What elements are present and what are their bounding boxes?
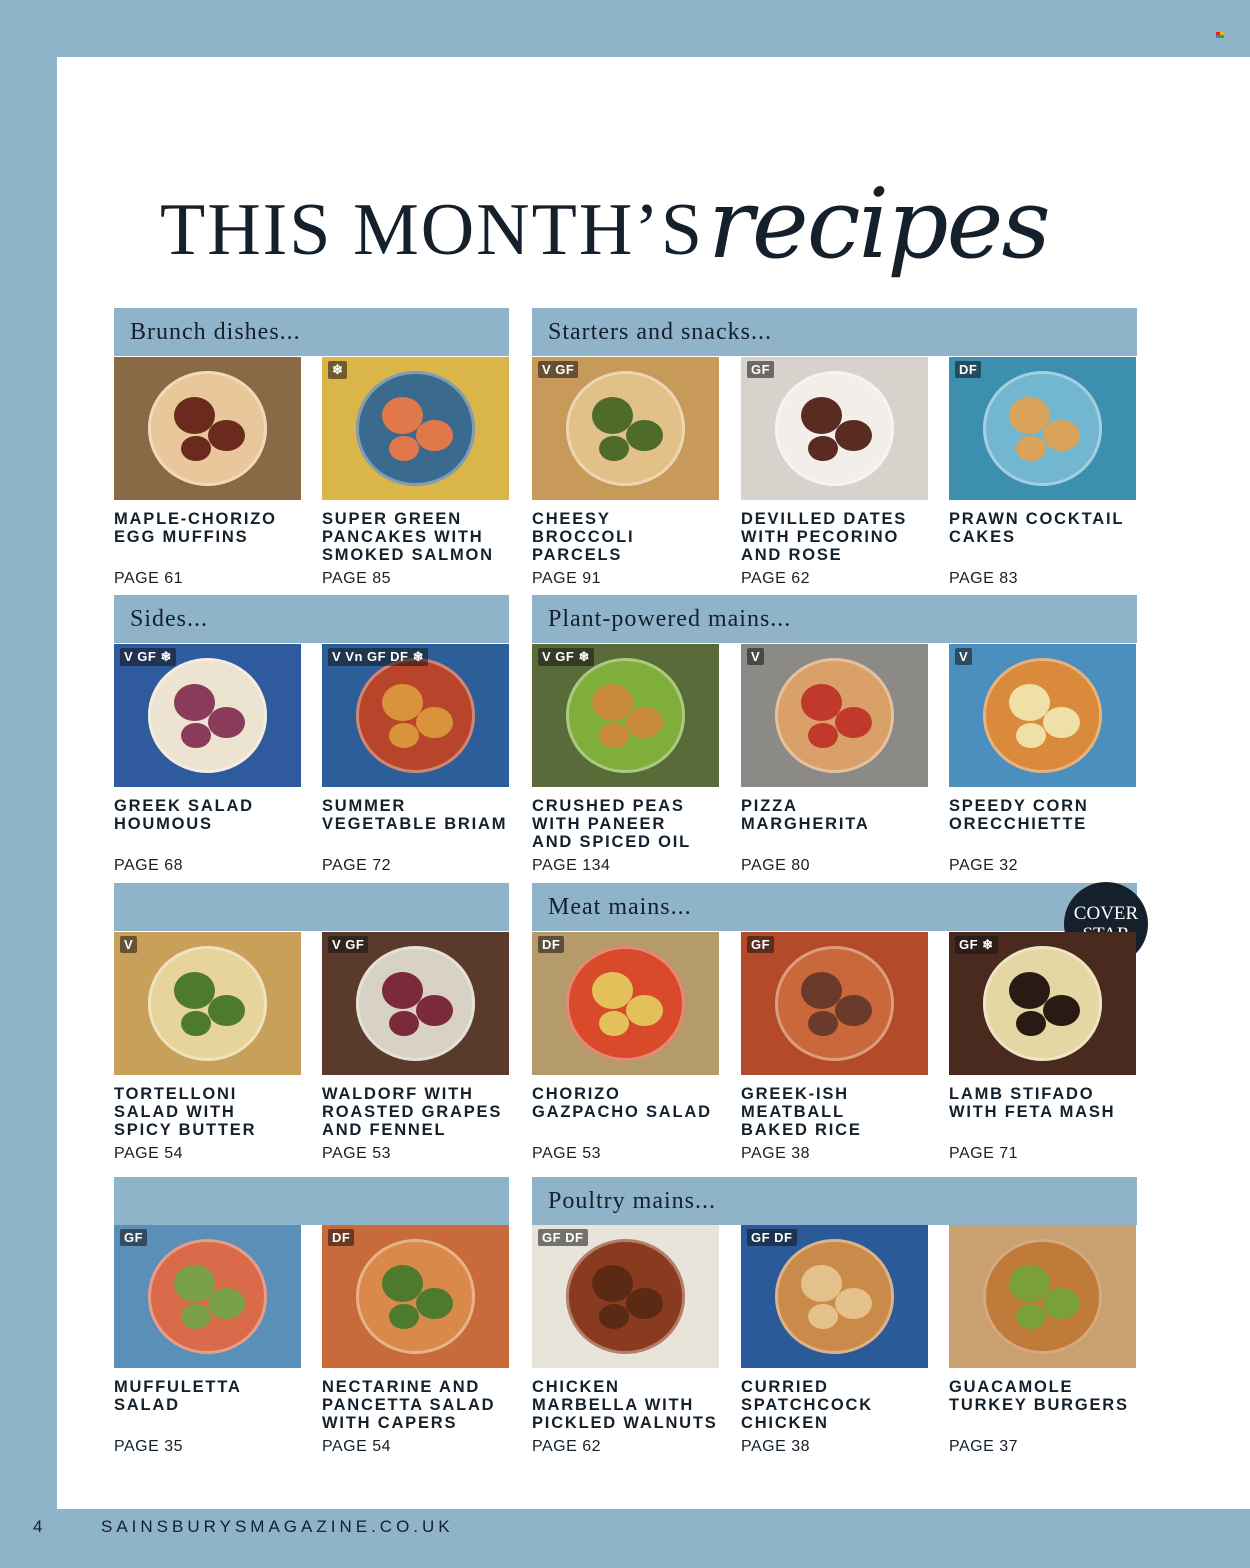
recipe-photo [741,357,928,500]
recipe-card[interactable] [532,357,719,587]
recipe-page-ref[interactable]: PAGE 62 [741,570,811,587]
recipe-card[interactable] [949,357,1136,587]
recipe-name: MUFFULETTA SALAD [114,1378,242,1414]
recipe-page-ref[interactable]: PAGE 54 [322,1438,392,1455]
recipe-name: SPEEDY CORN ORECCHIETTE [949,797,1089,833]
recipe-photo [114,932,301,1075]
title-script: recipes [708,168,1049,280]
recipe-card[interactable] [322,1225,509,1455]
recipe-photo [949,644,1136,787]
recipe-name: CRUSHED PEAS WITH PANEER AND SPICED OIL [532,797,692,851]
recipe-card[interactable] [114,932,301,1162]
dietary-tags: V [120,936,137,953]
recipe-card[interactable] [949,1225,1136,1455]
section-header-starters: Starters and snacks... [532,308,1137,356]
food-item [208,707,245,738]
recipe-photo [322,357,509,500]
recipe-page-ref[interactable]: PAGE 68 [114,857,184,874]
recipe-name: PRAWN COCKTAIL CAKES [949,510,1125,546]
recipe-name: CHORIZO GAZPACHO SALAD [532,1085,712,1121]
recipe-photo [322,932,509,1075]
recipe-page-ref[interactable]: PAGE 71 [949,1145,1019,1162]
food-item [626,707,663,738]
food-item [626,1288,663,1319]
dietary-tags: V GF ❄ [538,648,594,666]
recipe-photo [114,644,301,787]
section-header-sides-continued-2 [114,1177,509,1225]
food-item [208,420,245,451]
recipe-name: GUACAMOLE TURKEY BURGERS [949,1378,1129,1414]
food-item [835,1288,872,1319]
recipe-name: CURRIED SPATCHCOCK CHICKEN [741,1378,873,1432]
section-header-meat-mains: Meat mains... [532,883,1137,931]
recipe-page-ref[interactable]: PAGE 53 [532,1145,602,1162]
dietary-tags: V [747,648,764,665]
recipe-page-ref[interactable]: PAGE 85 [322,570,392,587]
recipe-photo [532,644,719,787]
recipe-photo [949,357,1136,500]
footer-url[interactable]: SAINSBURYSMAGAZINE.CO.UK [101,1517,454,1536]
recipe-name: TORTELLONI SALAD WITH SPICY BUTTER [114,1085,257,1139]
recipe-page-ref[interactable]: PAGE 54 [114,1145,184,1162]
food-item [1043,420,1080,451]
dietary-tags: GF DF [538,1229,588,1246]
recipe-page-ref[interactable]: PAGE 83 [949,570,1019,587]
dietary-tags: GF DF [747,1229,797,1246]
recipe-name: SUMMER VEGETABLE BRIAM [322,797,508,833]
food-item [626,420,663,451]
section-header-plant-mains: Plant-powered mains... [532,595,1137,643]
cover-star-line1: COVER [1073,903,1139,924]
dietary-tags: ❄ [328,361,347,379]
dietary-tags: DF [955,361,981,378]
recipe-page-ref[interactable]: PAGE 62 [532,1438,602,1455]
recipe-card[interactable] [741,1225,928,1455]
recipe-name: LAMB STIFADO WITH FETA MASH [949,1085,1116,1121]
recipe-page-ref[interactable]: PAGE 38 [741,1145,811,1162]
recipe-photo [322,1225,509,1368]
recipe-card[interactable] [114,644,301,874]
recipe-photo [322,644,509,787]
recipe-card[interactable] [532,644,719,874]
recipe-page-ref[interactable]: PAGE 61 [114,570,184,587]
recipe-card[interactable] [949,932,1136,1162]
dietary-tags: V [955,648,972,665]
section-header-brunch: Brunch dishes... [114,308,509,356]
recipe-card[interactable] [322,644,509,874]
dietary-tags: V GF ❄ [120,648,176,666]
recipe-name: CHEESY BROCCOLI PARCELS [532,510,635,564]
recipe-photo [949,932,1136,1075]
section-header-sides-continued [114,883,509,931]
recipe-name: GREEK SALAD HOUMOUS [114,797,254,833]
food-item [626,995,663,1026]
recipe-card[interactable] [532,1225,719,1455]
recipe-card[interactable] [532,932,719,1162]
recipe-name: NECTARINE AND PANCETTA SALAD WITH CAPERS [322,1378,496,1432]
food-item [835,995,872,1026]
recipe-name: MAPLE-CHORIZO EGG MUFFINS [114,510,277,546]
recipe-photo [949,1225,1136,1368]
food-item [1043,1288,1080,1319]
recipe-page-ref[interactable]: PAGE 38 [741,1438,811,1455]
recipe-page-ref[interactable]: PAGE 32 [949,857,1019,874]
dietary-tags: V GF [538,361,578,378]
page-number: 4 [33,1517,43,1536]
food-item [416,420,453,451]
recipe-card[interactable] [114,1225,301,1455]
recipe-photo [532,357,719,500]
recipe-card[interactable] [949,644,1136,874]
section-header-poultry-mains: Poultry mains... [532,1177,1137,1225]
recipe-card[interactable] [322,932,509,1162]
brand-logo-icon [1216,32,1225,39]
recipe-name: WALDORF WITH ROASTED GRAPES AND FENNEL [322,1085,503,1139]
recipe-name: CHICKEN MARBELLA WITH PICKLED WALNUTS [532,1378,718,1432]
food-item [416,1288,453,1319]
recipe-card[interactable] [741,357,928,587]
recipe-card[interactable] [114,357,301,587]
dietary-tags: V Vn GF DF ❄ [328,648,428,666]
recipe-card[interactable] [741,932,928,1162]
recipe-page-ref[interactable]: PAGE 91 [532,570,602,587]
recipe-photo [741,644,928,787]
dietary-tags: DF [328,1229,354,1246]
recipe-page-ref[interactable]: PAGE 134 [532,857,611,874]
food-item [208,995,245,1026]
dietary-tags: GF [747,361,774,378]
recipe-name: GREEK-ISH MEATBALL BAKED RICE [741,1085,862,1139]
recipe-photo [532,1225,719,1368]
recipe-page-ref[interactable]: PAGE 72 [322,857,392,874]
dietary-tags: V GF [328,936,368,953]
food-item [835,707,872,738]
dietary-tags: GF [747,936,774,953]
food-item [416,995,453,1026]
recipe-photo [532,932,719,1075]
recipe-name: PIZZA MARGHERITA [741,797,870,833]
dietary-tags: DF [538,936,564,953]
section-header-sides: Sides... [114,595,509,643]
food-item [1043,707,1080,738]
recipe-photo [741,932,928,1075]
recipe-card[interactable] [322,357,509,587]
title-main: THIS MONTH’S [160,189,705,271]
recipe-name: SUPER GREEN PANCAKES WITH SMOKED SALMON [322,510,494,564]
recipe-page-ref[interactable]: PAGE 35 [114,1438,184,1455]
recipe-page-ref[interactable]: PAGE 37 [949,1438,1019,1455]
recipe-card[interactable] [741,644,928,874]
food-item [208,1288,245,1319]
recipe-page-ref[interactable]: PAGE 80 [741,857,811,874]
recipe-page-ref[interactable]: PAGE 53 [322,1145,392,1162]
recipe-photo [741,1225,928,1368]
dietary-tags: GF [120,1229,147,1246]
recipe-name: DEVILLED DATES WITH PECORINO AND ROSE [741,510,908,564]
recipe-photo [114,1225,301,1368]
recipe-photo [114,357,301,500]
dietary-tags: GF ❄ [955,936,998,954]
food-item [1043,995,1080,1026]
food-item [416,707,453,738]
food-item [835,420,872,451]
